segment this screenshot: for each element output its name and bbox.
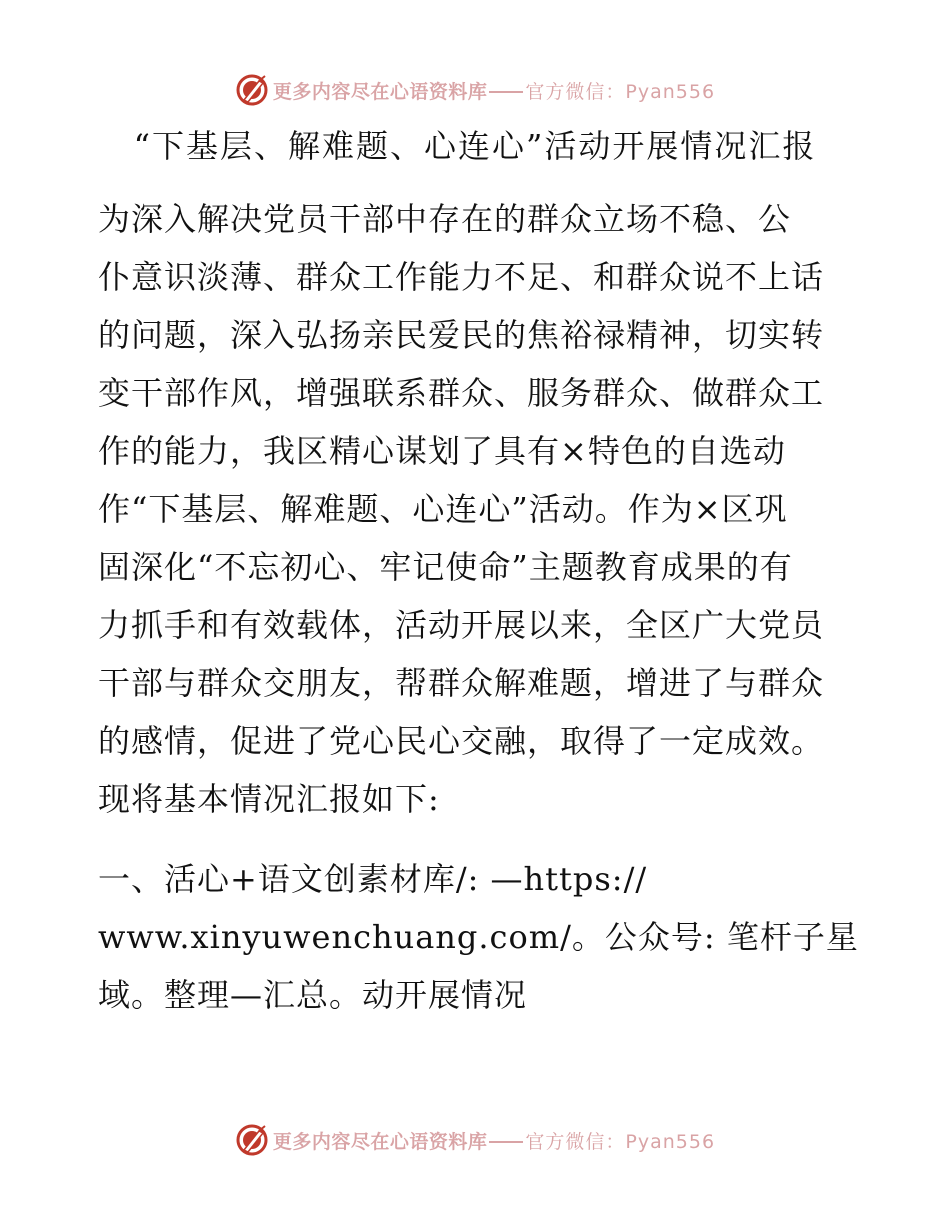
banner-text	[273, 1127, 715, 1154]
section-line: 域。整理—汇总。动开展情况	[98, 976, 528, 1014]
paragraph-line: 变干部作风，增强联系群众、服务群众、做群众工	[98, 374, 825, 412]
footer-banner	[0, 1120, 950, 1160]
banner-weixin-text: 官方微信：Pyan556	[525, 1130, 716, 1153]
quill-pen-seal-icon	[235, 73, 269, 107]
banner-dash	[489, 91, 523, 93]
banner-main-text: 更多内容尽在心语资料库	[272, 1130, 488, 1153]
paragraph-line: 固深化“不忘初心、牢记使命”主题教育成果的有	[98, 548, 793, 586]
paragraph-line: 作“下基层、解难题、心连心”活动。作为×区巩	[98, 490, 788, 528]
paragraph-line: 的问题，深入弘扬亲民爱民的焦裕禄精神，切实转	[98, 316, 825, 354]
quill-pen-seal-icon	[235, 1123, 269, 1157]
banner-text	[273, 77, 715, 104]
document-title: “下基层、解难题、心连心”活动开展情况汇报	[133, 127, 817, 165]
section-heading-line: 一、活心+语文创素材库/: —https://	[98, 860, 648, 898]
header-banner	[0, 70, 950, 110]
banner-weixin-text: 官方微信：Pyan556	[525, 80, 716, 103]
banner-main-text: 更多内容尽在心语资料库	[272, 80, 488, 103]
paragraph-line: 为深入解决党员干部中存在的群众立场不稳、公	[98, 200, 792, 238]
paragraph-line: 干部与群众交朋友，帮群众解难题，增进了与群众	[98, 664, 825, 702]
paragraph-line: 作的能力，我区精心谋划了具有×特色的自选动	[98, 432, 786, 470]
paragraph-line: 的感情，促进了党心民心交融，取得了一定成效。	[98, 722, 825, 760]
paragraph-line: 仆意识淡薄、群众工作能力不足、和群众说不上话	[98, 258, 825, 296]
paragraph-line: 力抓手和有效载体，活动开展以来，全区广大党员	[98, 606, 825, 644]
section-line: www.xinyuwenchuang.com/。公众号: 笔杆子星	[98, 918, 859, 956]
paragraph-line: 现将基本情况汇报如下:	[98, 780, 440, 818]
banner-dash	[489, 1141, 523, 1143]
